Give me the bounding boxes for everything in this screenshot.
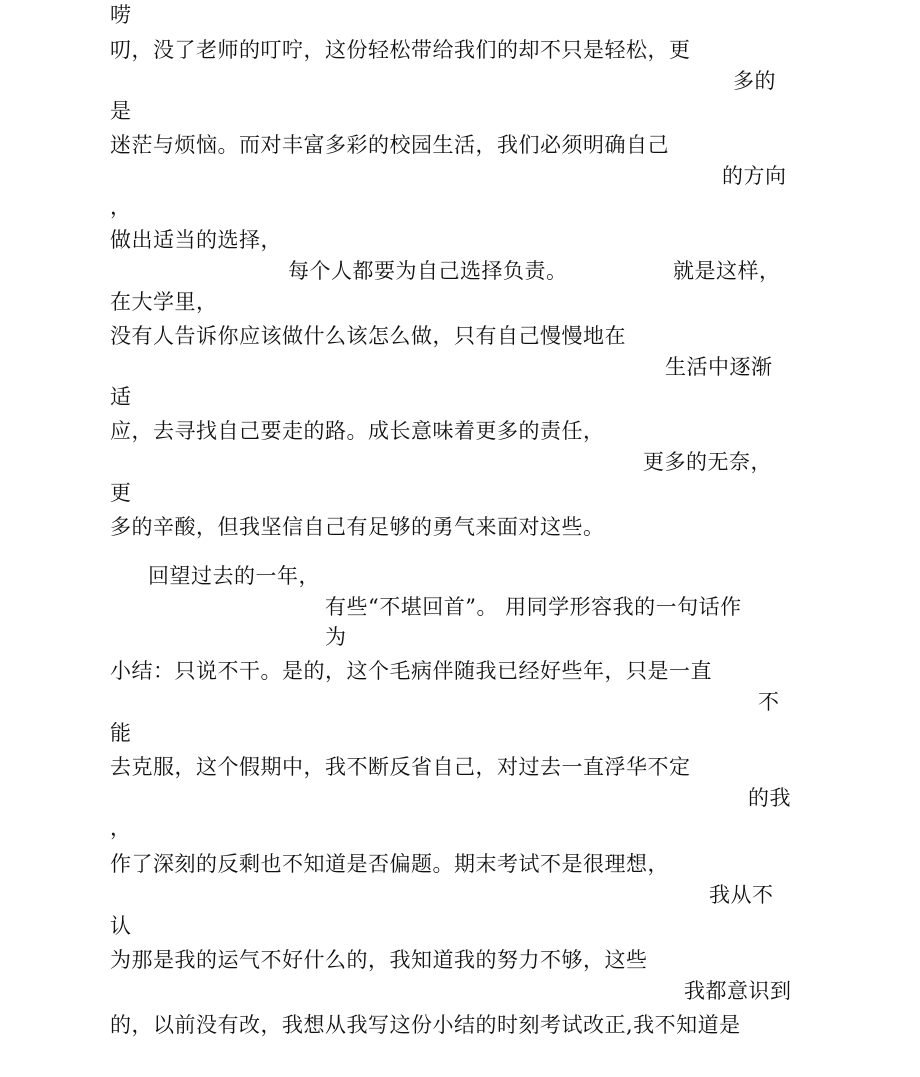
text-line: 更多的无奈， — [643, 450, 772, 474]
text-line: 唠 — [110, 3, 132, 27]
text-line: 生活中逐渐 — [665, 355, 773, 379]
text-line: 迷茫与烦恼。而对丰富多彩的校园生活，我们必须明确自己 — [110, 133, 669, 157]
text-line: 去克服，这个假期中，我不断反省自己，对过去一直浮华不定 — [110, 755, 691, 779]
text-line: 能 — [110, 721, 132, 745]
text-line: 回望过去的一年， — [148, 564, 320, 588]
text-line: 更 — [110, 481, 132, 505]
text-line: 的方向 — [722, 164, 787, 188]
text-line: 的，以前没有改，我想从我写这份小结的时刻考试改正,我不知道是 — [110, 1013, 741, 1037]
text-line: 多的辛酸，但我坚信自己有足够的勇气来面对这些。 — [110, 515, 605, 539]
text-line: ， — [110, 195, 132, 219]
text-line: 适 — [110, 385, 132, 409]
text-line: ， — [110, 816, 132, 840]
text-line: 是 — [110, 99, 132, 123]
text-line: 就是这样， — [673, 259, 781, 283]
text-line: 在大学里， — [110, 290, 218, 314]
text-line: 多的 — [733, 69, 776, 93]
text-line: 作了深刻的反剩也不知道是否偏题。期末考试不是很理想， — [110, 852, 669, 876]
text-line: 做出适当的选择， — [110, 228, 282, 252]
text-line: 不 — [758, 690, 780, 714]
text-line: 认 — [110, 914, 132, 938]
text-line: 有些“不堪回首”。 用同学形容我的一句话作 — [325, 595, 742, 619]
text-line: 为那是我的运气不好什么的，我知道我的努力不够，这些 — [110, 948, 648, 972]
text-line: 我都意识到 — [684, 979, 792, 1003]
text-line: 叨，没了老师的叮咛，这份轻松带给我们的却不只是轻松，更 — [110, 38, 691, 62]
text-line: 为 — [325, 625, 347, 649]
text-line: 每个人都要为自己选择负责。 — [288, 259, 568, 283]
text-line: 应，去寻找自己要走的路。成长意味着更多的责任， — [110, 419, 605, 443]
text-line: 小结：只说不干。是的，这个毛病伴随我已经好些年，只是一直 — [110, 659, 712, 683]
text-line: 的我 — [748, 786, 791, 810]
text-line: 没有人告诉你应该做什么该怎么做，只有自己慢慢地在 — [110, 324, 626, 348]
text-line: 我从不 — [709, 883, 774, 907]
